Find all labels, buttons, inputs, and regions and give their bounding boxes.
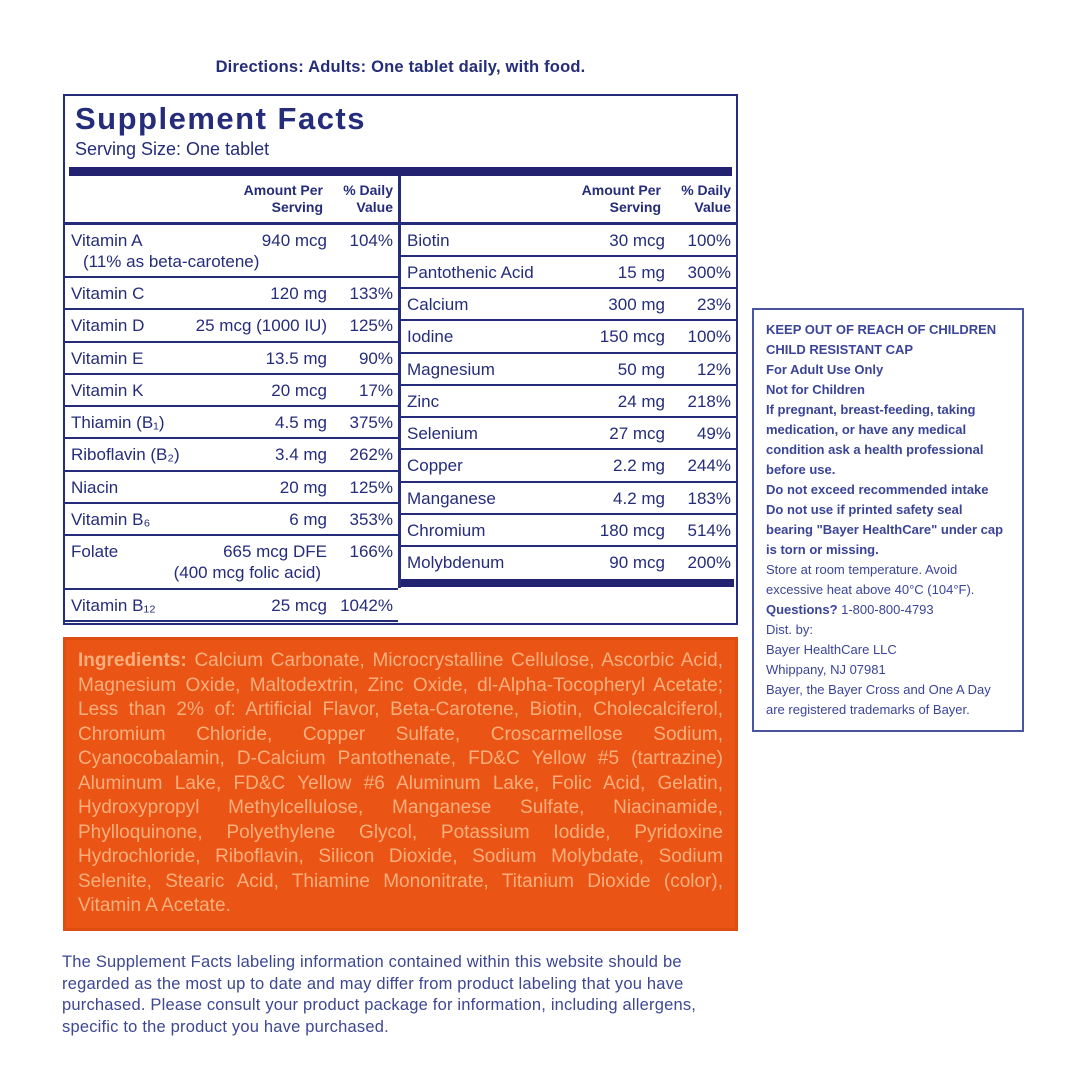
nutrient-daily-value: 100% (687, 230, 731, 250)
table-row (401, 545, 736, 577)
nutrient-name: Niacin (71, 477, 119, 497)
nutrient-name: Vitamin B₁₂ (71, 595, 156, 615)
nutrient-name: Vitamin D (71, 316, 145, 336)
directions-text: Directions: Adults: One tablet daily, with food. (215, 58, 586, 76)
nutrient-daily-value: 262% (349, 445, 393, 465)
nutrient-rows-right (401, 225, 736, 578)
nutrient-amount: 30 mcg (609, 230, 665, 250)
warning-line (766, 480, 1010, 500)
warning-line (766, 660, 1010, 680)
supplement-facts-panel (63, 94, 738, 625)
daily-value-header: % Daily Value (681, 181, 731, 216)
nutrient-daily-value: 514% (687, 520, 731, 540)
nutrient-amount: 2.2 mg (613, 456, 665, 476)
nutrient-subnote: (400 mcg folic acid) (173, 563, 321, 583)
warning-text: Dist. by: (766, 622, 813, 637)
warning-text-bold: For Adult Use Only (766, 362, 884, 377)
table-row (65, 276, 398, 308)
divider-bar-bottom (401, 579, 734, 587)
nutrient-daily-value: 104% (349, 230, 393, 250)
warning-line (766, 560, 1010, 600)
nutrient-name: Biotin (407, 230, 450, 250)
nutrient-daily-value: 17% (358, 380, 393, 400)
nutrient-name: Calcium (407, 295, 469, 315)
nutrient-column-right (401, 176, 736, 622)
nutrient-amount: 15 mg (617, 262, 665, 282)
warning-line (766, 380, 1010, 400)
nutrient-name: Folate (71, 542, 119, 562)
nutrient-amount: 25 mcg (271, 595, 327, 615)
table-row (65, 341, 398, 373)
warning-line (766, 600, 1010, 620)
amount-per-serving-header: Amount Per Serving (581, 181, 661, 216)
ingredients-panel (63, 637, 738, 931)
table-row (65, 470, 398, 502)
ingredients-body: Calcium Carbonate, Microcrystalline Cellulose, Ascorbic Acid, Magnesium Oxide, Maltodextrin, Zinc Oxide, dl-Alpha-Tocopheryl Acetate; Less than 2% of: Artificial Flavor, Beta-Carotene, Biotin, Cholecalciferol, Chromium Chloride, Copper Sulfate, Croscarmellose Sodium, Cyanocobalamin, D-Calcium Pantothenate, FD&C Yellow #5 (tartrazine) Aluminum Lake, FD&C Yellow #6 Aluminum Lake, Folic Acid, Gelatin, Hydroxypropyl Methylcellulose, Manganese Sulfate, Niacinamide, Phylloquinone, Polyethylene Glycol, Potassium Iodide, Pyridoxine Hydrochloride, Riboflavin, Silicon Dioxide, Sodium Molybdate, Sodium Selenite, Stearic Acid, Thiamine Mononitrate, Titanium Dioxide (color), Vitamin A Acetate. (78, 650, 723, 916)
warning-text: 1-800-800-4793 (841, 602, 934, 617)
nutrient-daily-value: 300% (687, 262, 731, 282)
nutrient-amount: 4.5 mg (275, 413, 327, 433)
warnings-panel (752, 308, 1024, 732)
nutrient-daily-value: 200% (687, 553, 731, 573)
nutrient-daily-value: 183% (687, 488, 731, 508)
nutrient-amount: 940 mcg (261, 230, 327, 250)
warning-text-bold: Do not use if printed safety seal bearing "Bayer HealthCare" under cap is torn or missing. (766, 502, 1004, 557)
nutrient-name: Molybdenum (407, 553, 505, 573)
warning-line (766, 320, 1010, 340)
nutrient-name: Zinc (407, 391, 440, 411)
nutrient-daily-value: 166% (349, 542, 393, 562)
table-row (401, 416, 736, 448)
ingredients-label: Ingredients: (78, 650, 187, 671)
table-row (401, 352, 736, 384)
table-row (401, 255, 736, 287)
nutrient-daily-value: 23% (696, 295, 731, 315)
warning-text-bold: Not for Children (766, 382, 865, 397)
nutrient-name: Selenium (407, 424, 478, 444)
table-row (401, 225, 736, 255)
nutrient-amount: 3.4 mg (275, 445, 327, 465)
nutrient-daily-value: 125% (349, 477, 393, 497)
table-row (65, 437, 398, 469)
nutrient-daily-value: 218% (687, 391, 731, 411)
nutrient-column-left (65, 176, 398, 622)
daily-value-header: % Daily Value (343, 181, 393, 216)
nutrient-name: Manganese (407, 488, 496, 508)
table-row (401, 287, 736, 319)
warning-text: Store at room temperature. Avoid excessive heat above 40°C (104°F). (766, 562, 975, 597)
nutrient-name: Vitamin K (71, 380, 144, 400)
nutrient-name: Vitamin A (71, 230, 143, 250)
nutrient-amount: 4.2 mg (613, 488, 665, 508)
nutrient-name: Iodine (407, 327, 454, 347)
warning-text: Whippany, NJ 07981 (766, 662, 886, 677)
nutrient-name: Magnesium (407, 359, 495, 379)
nutrient-amount: 150 mcg (599, 327, 665, 347)
facts-header (65, 96, 736, 163)
nutrient-amount: 50 mg (617, 359, 665, 379)
nutrient-amount: 6 mg (289, 509, 327, 529)
table-row (65, 308, 398, 340)
nutrient-amount: 300 mg (608, 295, 665, 315)
nutrient-amount: 27 mcg (609, 424, 665, 444)
nutrient-name: Vitamin E (71, 348, 144, 368)
column-header-right (401, 176, 736, 225)
table-row (65, 502, 398, 534)
table-row (401, 319, 736, 351)
amount-per-serving-header: Amount Per Serving (243, 181, 323, 216)
warning-line (766, 360, 1010, 380)
nutrient-amount: 25 mcg (1000 IU) (195, 316, 327, 336)
serving-size-text: Serving Size: One tablet (75, 138, 270, 159)
nutrient-daily-value: 244% (687, 456, 731, 476)
facts-title: Supplement Facts (75, 101, 366, 136)
warning-lines (766, 320, 1010, 720)
warning-line (766, 400, 1010, 480)
divider-bar-top (69, 167, 732, 176)
nutrient-daily-value: 12% (696, 359, 731, 379)
nutrient-amount: 13.5 mg (265, 348, 327, 368)
nutrient-amount: 20 mg (279, 477, 327, 497)
warning-line (766, 340, 1010, 360)
warning-text: Bayer HealthCare LLC (766, 642, 897, 657)
nutrient-amount: 90 mcg (609, 553, 665, 573)
nutrient-columns (65, 176, 736, 622)
table-row (65, 534, 398, 588)
warning-text: Bayer, the Bayer Cross and One A Day are registered trademarks of Bayer. (766, 682, 991, 717)
nutrient-rows-left (65, 225, 398, 622)
nutrient-subnote: (11% as beta-carotene) (83, 251, 260, 271)
nutrient-daily-value: 90% (358, 348, 393, 368)
nutrient-name: Vitamin B₆ (71, 509, 151, 529)
nutrient-daily-value: 125% (349, 316, 393, 336)
column-header-left (65, 176, 398, 225)
warning-text-bold: CHILD RESISTANT CAP (766, 342, 914, 357)
table-row (401, 384, 736, 416)
warning-line (766, 620, 1010, 640)
website-disclaimer-text: The Supplement Facts labeling information contained within this website should be regarded as the most up to date and may differ from product labeling that you have purchased. Please consult your product package for information, including allergens, specific to the product you have purchased. (62, 953, 697, 1036)
table-row (401, 448, 736, 480)
warning-text-bold: Do not exceed recommended intake (766, 482, 989, 497)
nutrient-amount: 180 mcg (599, 520, 665, 540)
nutrient-amount: 24 mg (617, 391, 665, 411)
table-row (401, 481, 736, 513)
nutrient-name: Riboflavin (B₂) (71, 445, 180, 465)
table-row (65, 225, 398, 277)
table-row (401, 513, 736, 545)
table-row (65, 373, 398, 405)
nutrient-name: Pantothenic Acid (407, 262, 534, 282)
warning-line (766, 500, 1010, 560)
table-row (65, 588, 398, 622)
nutrient-amount: 665 mcg DFE (223, 542, 327, 562)
nutrient-name: Chromium (407, 520, 486, 540)
table-row (65, 405, 398, 437)
warning-text-bold: KEEP OUT OF REACH OF CHILDREN (766, 322, 997, 337)
nutrient-amount: 20 mcg (271, 380, 327, 400)
warning-text-bold: Questions? (766, 602, 842, 617)
nutrient-daily-value: 133% (349, 284, 393, 304)
nutrient-daily-value: 1042% (340, 595, 393, 615)
warning-line (766, 640, 1010, 660)
warning-line (766, 680, 1010, 720)
nutrient-name: Thiamin (B₁) (71, 413, 165, 433)
nutrient-daily-value: 353% (349, 509, 393, 529)
nutrient-amount: 120 mg (270, 284, 327, 304)
nutrient-daily-value: 100% (687, 327, 731, 347)
nutrient-daily-value: 375% (349, 413, 393, 433)
nutrient-name: Vitamin C (71, 284, 145, 304)
warning-text-bold: If pregnant, breast-feeding, taking medication, or have any medical condition ask a health professional before use. (766, 402, 984, 477)
nutrient-name: Copper (407, 456, 463, 476)
nutrient-daily-value: 49% (696, 424, 731, 444)
